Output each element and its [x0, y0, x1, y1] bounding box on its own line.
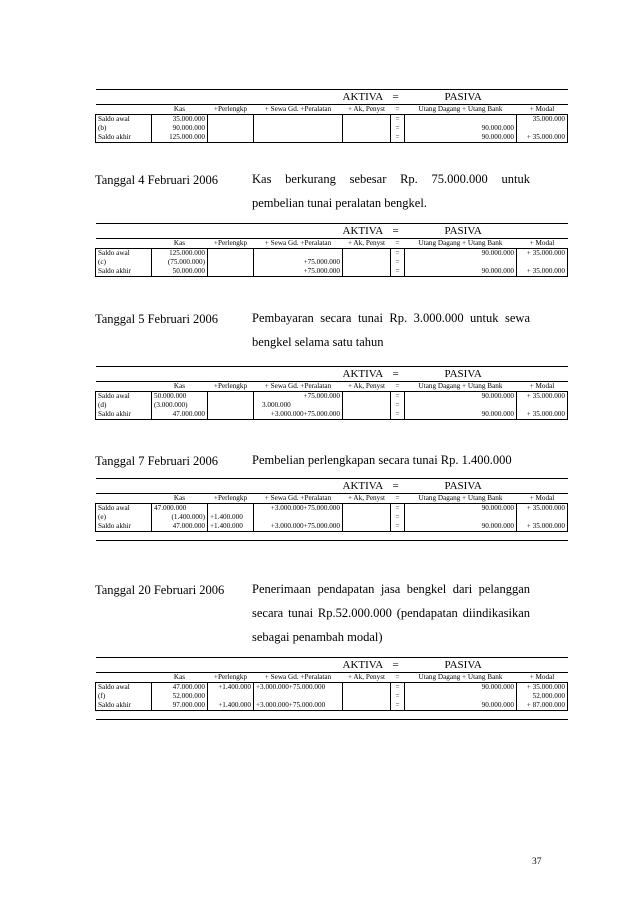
- cell-eq: =: [391, 392, 405, 402]
- cell-kas: 90.000.000: [152, 124, 208, 133]
- col-akumulasi-penyusutan: + Ak, Penyst: [343, 382, 391, 392]
- row-label: Saldo akhir: [96, 410, 152, 420]
- cell-modal: + 35.000.000: [517, 522, 568, 532]
- cell-perlengkapan: [208, 392, 254, 402]
- cell-ak: [343, 401, 391, 410]
- cell-utang: [405, 115, 517, 125]
- cell-eq: =: [391, 522, 405, 532]
- pasiva-heading: PASIVA: [405, 479, 568, 494]
- col-modal: + Modal: [517, 673, 568, 683]
- col-sewa-peralatan: + Sewa Gd. +Peralatan: [254, 673, 343, 683]
- cell-ak: [343, 522, 391, 532]
- row-label: Saldo awal: [96, 504, 152, 514]
- entry-date: Tanggal 4 Februari 2006: [95, 173, 219, 187]
- entry-description: Pembelian perlengkapan secara tunai Rp. 1.400.000: [252, 453, 512, 467]
- cell-ak: [343, 410, 391, 420]
- row-label: Saldo akhir: [96, 133, 152, 143]
- cell-ak: [343, 249, 391, 259]
- cell-utang: 90.000.000: [405, 522, 517, 532]
- cell-utang: [405, 258, 517, 267]
- col-equals: =: [391, 494, 405, 504]
- cell-kas: 52.000.000: [152, 692, 208, 701]
- col-akumulasi-penyusutan: + Ak, Penyst: [343, 494, 391, 504]
- cell-utang: 90.000.000: [405, 133, 517, 143]
- aktiva-heading: AKTIVA: [343, 367, 391, 382]
- pasiva-heading: PASIVA: [405, 224, 568, 239]
- cell-utang: 90.000.000: [405, 124, 517, 133]
- cell-perlengkapan: [208, 692, 254, 701]
- cell-sewa: [254, 513, 343, 522]
- cell-modal: 52.000.000: [517, 692, 568, 701]
- row-label: Saldo akhir: [96, 701, 152, 711]
- cell-sewa: +3.000.000+75.000.000: [254, 504, 343, 514]
- cell-ak: [343, 267, 391, 277]
- cell-perlengkapan: [208, 133, 254, 143]
- cell-ak: [343, 258, 391, 267]
- cell-utang: 90.000.000: [405, 504, 517, 514]
- cell-eq: =: [391, 115, 405, 125]
- col-perlengkapan: +Perlengkp: [208, 673, 254, 683]
- cell-modal: + 35.000.000: [517, 504, 568, 514]
- cell-sewa: +3.000.000+75.000.000: [254, 701, 343, 711]
- col-utang: Utang Dagang + Utang Bank: [405, 494, 517, 504]
- entry-description: Pembayaran secara tunai Rp. 3.000.000 untuk sewa bengkel selama satu tahun: [252, 311, 530, 349]
- row-label: Saldo akhir: [96, 267, 152, 277]
- cell-ak: [343, 701, 391, 711]
- cell-utang: 90.000.000: [405, 701, 517, 711]
- cell-eq: =: [391, 401, 405, 410]
- cell-eq: =: [391, 133, 405, 143]
- cell-perlengkapan: +1.400.000: [208, 701, 254, 711]
- col-perlengkapan: +Perlengkp: [208, 105, 254, 115]
- equals-heading: =: [391, 90, 405, 105]
- cell-sewa: [254, 115, 343, 125]
- col-akumulasi-penyusutan: + Ak, Penyst: [343, 105, 391, 115]
- cell-sewa: +3.000.000+75.000.000: [254, 683, 343, 693]
- cell-modal: + 35.000.000: [517, 133, 568, 143]
- cell-sewa: +3.000.000+75.000.000: [254, 410, 343, 420]
- journal-table-5: [95, 657, 568, 720]
- cell-modal: + 35.000.000: [517, 410, 568, 420]
- entry-date: Tanggal 5 Februari 2006: [95, 312, 219, 326]
- cell-sewa: [254, 249, 343, 259]
- equals-heading: =: [391, 367, 405, 382]
- row-label: (d): [96, 401, 152, 410]
- col-utang: Utang Dagang + Utang Bank: [405, 105, 517, 115]
- cell-modal: + 35.000.000: [517, 249, 568, 259]
- col-kas: Kas: [152, 239, 208, 249]
- cell-modal: [517, 401, 568, 410]
- col-utang: Utang Dagang + Utang Bank: [405, 239, 517, 249]
- col-sewa-peralatan: + Sewa Gd. +Peralatan: [254, 239, 343, 249]
- entry-date: Tanggal 7 Februari 2006: [95, 454, 219, 468]
- cell-ak: [343, 692, 391, 701]
- cell-kas: 35.000.000: [152, 115, 208, 125]
- cell-eq: =: [391, 683, 405, 693]
- entry-date: Tanggal 20 Februari 2006: [95, 583, 225, 597]
- cell-kas: 47.000.000: [152, 504, 208, 514]
- cell-kas: 125.000.000: [152, 249, 208, 259]
- row-label: Saldo awal: [96, 392, 152, 402]
- col-kas: Kas: [152, 382, 208, 392]
- col-akumulasi-penyusutan: + Ak, Penyst: [343, 673, 391, 683]
- cell-sewa: +75.000.000: [254, 267, 343, 277]
- aktiva-heading: AKTIVA: [343, 658, 391, 673]
- equals-heading: =: [391, 224, 405, 239]
- cell-modal: + 35.000.000: [517, 392, 568, 402]
- col-equals: =: [391, 673, 405, 683]
- row-label: (e): [96, 513, 152, 522]
- col-kas: Kas: [152, 494, 208, 504]
- cell-utang: [405, 692, 517, 701]
- cell-eq: =: [391, 258, 405, 267]
- cell-eq: =: [391, 267, 405, 277]
- equals-heading: =: [391, 479, 405, 494]
- row-label: (b): [96, 124, 152, 133]
- col-sewa-peralatan: + Sewa Gd. +Peralatan: [254, 494, 343, 504]
- cell-kas: 50.000.000: [152, 392, 208, 402]
- cell-perlengkapan: [208, 124, 254, 133]
- cell-ak: [343, 683, 391, 693]
- col-equals: =: [391, 239, 405, 249]
- journal-table-2: [95, 223, 568, 277]
- col-modal: + Modal: [517, 494, 568, 504]
- col-perlengkapan: +Perlengkp: [208, 239, 254, 249]
- cell-eq: =: [391, 513, 405, 522]
- row-label: Saldo awal: [96, 683, 152, 693]
- cell-ak: [343, 504, 391, 514]
- col-kas: Kas: [152, 673, 208, 683]
- col-utang: Utang Dagang + Utang Bank: [405, 673, 517, 683]
- cell-modal: [517, 513, 568, 522]
- row-label: Saldo awal: [96, 249, 152, 259]
- col-utang: Utang Dagang + Utang Bank: [405, 382, 517, 392]
- equals-heading: =: [391, 658, 405, 673]
- col-sewa-peralatan: + Sewa Gd. +Peralatan: [254, 105, 343, 115]
- cell-modal: [517, 124, 568, 133]
- cell-sewa: [254, 124, 343, 133]
- cell-eq: =: [391, 124, 405, 133]
- row-label: Saldo awal: [96, 115, 152, 125]
- cell-eq: =: [391, 504, 405, 514]
- cell-utang: 90.000.000: [405, 392, 517, 402]
- cell-kas: 47.000.000: [152, 522, 208, 532]
- cell-perlengkapan: [208, 115, 254, 125]
- cell-perlengkapan: +1.400.000: [208, 513, 254, 522]
- cell-eq: =: [391, 701, 405, 711]
- cell-kas: 97.000.000: [152, 701, 208, 711]
- cell-sewa: [254, 692, 343, 701]
- cell-kas: (3.000.000): [152, 401, 208, 410]
- cell-ak: [343, 133, 391, 143]
- cell-perlengkapan: [208, 410, 254, 420]
- cell-ak: [343, 513, 391, 522]
- cell-perlengkapan: +1.400.000: [208, 522, 254, 532]
- col-equals: =: [391, 382, 405, 392]
- cell-perlengkapan: +1.400.000: [208, 683, 254, 693]
- col-modal: + Modal: [517, 239, 568, 249]
- cell-perlengkapan: [208, 267, 254, 277]
- cell-eq: =: [391, 249, 405, 259]
- cell-ak: [343, 392, 391, 402]
- cell-modal: 35.000.000: [517, 115, 568, 125]
- aktiva-heading: AKTIVA: [343, 224, 391, 239]
- aktiva-heading: AKTIVA: [343, 90, 391, 105]
- cell-sewa: +75.000.000: [254, 258, 343, 267]
- cell-sewa: +75.000.000: [254, 392, 343, 402]
- cell-utang: 90.000.000: [405, 683, 517, 693]
- cell-ak: [343, 115, 391, 125]
- pasiva-heading: PASIVA: [405, 658, 568, 673]
- row-label: (c): [96, 258, 152, 267]
- journal-table-3: [95, 366, 568, 420]
- cell-utang: 90.000.000: [405, 410, 517, 420]
- col-sewa-peralatan: + Sewa Gd. +Peralatan: [254, 382, 343, 392]
- cell-modal: + 35.000.000: [517, 683, 568, 693]
- cell-perlengkapan: [208, 401, 254, 410]
- cell-ak: [343, 124, 391, 133]
- col-akumulasi-penyusutan: + Ak, Penyst: [343, 239, 391, 249]
- col-equals: =: [391, 105, 405, 115]
- col-perlengkapan: +Perlengkp: [208, 382, 254, 392]
- aktiva-heading: AKTIVA: [343, 479, 391, 494]
- cell-eq: =: [391, 410, 405, 420]
- cell-utang: 90.000.000: [405, 249, 517, 259]
- cell-eq: =: [391, 692, 405, 701]
- cell-kas: (1.400.000): [152, 513, 208, 522]
- cell-kas: 50.000.000: [152, 267, 208, 277]
- cell-perlengkapan: [208, 258, 254, 267]
- journal-table-1: [95, 89, 568, 143]
- col-perlengkapan: +Perlengkp: [208, 494, 254, 504]
- cell-kas: (75.000.000): [152, 258, 208, 267]
- cell-sewa: [254, 133, 343, 143]
- cell-modal: [517, 258, 568, 267]
- journal-table-4: [95, 478, 568, 541]
- cell-perlengkapan: [208, 504, 254, 514]
- cell-kas: 125.000.000: [152, 133, 208, 143]
- col-kas: Kas: [152, 105, 208, 115]
- cell-sewa: 3.000.000: [254, 401, 343, 410]
- cell-kas: 47.000.000: [152, 410, 208, 420]
- cell-perlengkapan: [208, 249, 254, 259]
- pasiva-heading: PASIVA: [405, 90, 568, 105]
- page-number: 37: [532, 857, 542, 867]
- col-modal: + Modal: [517, 382, 568, 392]
- col-modal: + Modal: [517, 105, 568, 115]
- cell-utang: [405, 401, 517, 410]
- cell-modal: + 35.000.000: [517, 267, 568, 277]
- entry-description: Kas berkurang sebesar Rp. 75.000.000 untuk pembelian tunai peralatan bengkel.: [252, 172, 530, 210]
- pasiva-heading: PASIVA: [405, 367, 568, 382]
- cell-sewa: +3.000.000+75.000.000: [254, 522, 343, 532]
- row-label: Saldo akhir: [96, 522, 152, 532]
- cell-kas: 47.000.000: [152, 683, 208, 693]
- cell-utang: [405, 513, 517, 522]
- row-label: (f): [96, 692, 152, 701]
- cell-modal: + 87.000.000: [517, 701, 568, 711]
- entry-description: Penerimaan pendapatan jasa bengkel dari pelanggan secara tunai Rp.52.000.000 (pendapatan diindikasikan sebagai penambah modal): [252, 582, 530, 644]
- cell-utang: 90.000.000: [405, 267, 517, 277]
